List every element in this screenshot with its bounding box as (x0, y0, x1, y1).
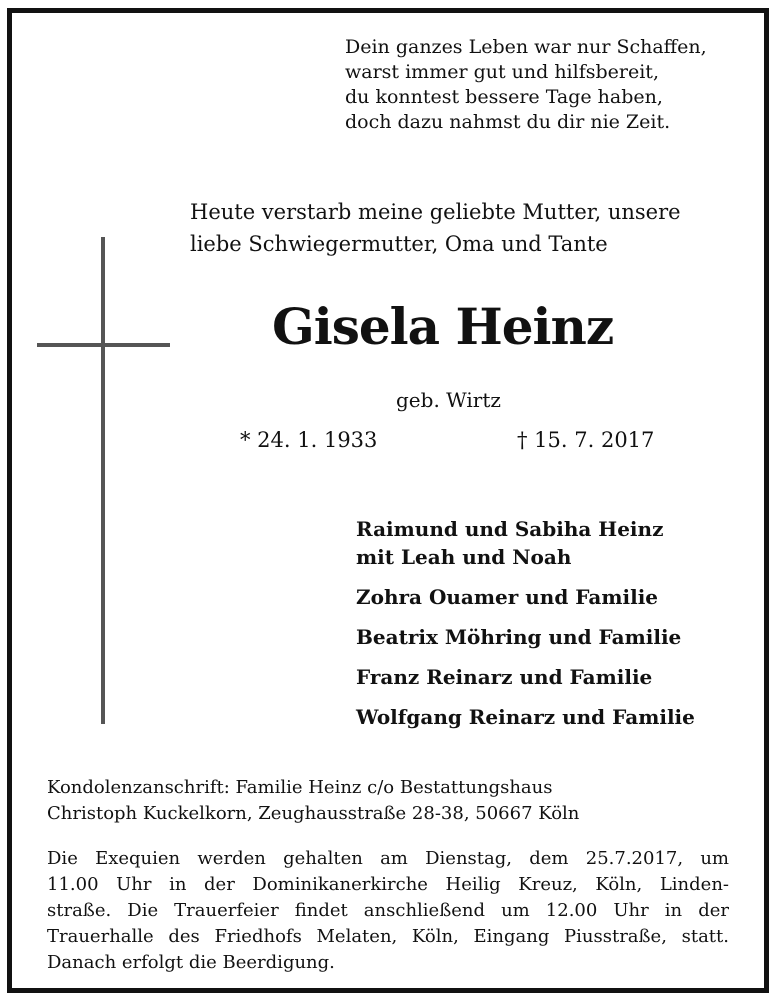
mourner-entry (356, 515, 695, 571)
mourner-entry (356, 663, 695, 691)
funeral-details (47, 846, 729, 976)
death-date: † 15. 7. 2017 (517, 428, 655, 452)
funeral-line: Danach erfolgt die Beerdigung. (47, 952, 335, 973)
intro-line: liebe Schwiegermutter, Oma und Tante (190, 232, 608, 256)
poem-line: warst immer gut und hilfsbereit, (345, 61, 659, 83)
maiden-name: geb. Wirtz (396, 388, 501, 412)
address-line: Christoph Kuckelkorn, Zeughausstraße 28-38, 50667 Köln (47, 803, 580, 824)
cross-icon-vertical (101, 237, 105, 724)
mourner-entry (356, 583, 695, 611)
intro-line: Heute verstarb meine geliebte Mutter, unsere (190, 200, 681, 224)
memorial-poem (345, 35, 707, 135)
mourner-line: Franz Reinarz und Familie (356, 665, 653, 689)
intro-text (190, 196, 681, 260)
funeral-line: Die Exequien werden gehalten am Dienstag, dem 25.7.2017, um (47, 848, 729, 869)
mourner-line: Wolfgang Reinarz und Familie (356, 705, 695, 729)
poem-line: Dein ganzes Leben war nur Schaffen, (345, 36, 707, 58)
cross-icon-horizontal (37, 343, 170, 347)
condolence-address (47, 775, 579, 827)
mourner-line: Beatrix Möhring und Familie (356, 625, 682, 649)
address-line: Kondolenzanschrift: Familie Heinz c/o Bestattungshaus (47, 777, 553, 798)
mourner-entry (356, 623, 695, 651)
poem-line: doch dazu nahmst du dir nie Zeit. (345, 111, 671, 133)
deceased-name: Gisela Heinz (272, 297, 614, 356)
funeral-line: straße. Die Trauerfeier findet anschließend um 12.00 Uhr in der (47, 900, 729, 921)
mourner-line: mit Leah und Noah (356, 545, 572, 569)
mourner-entry (356, 703, 695, 731)
birth-date: * 24. 1. 1933 (240, 428, 378, 452)
mourners-list (356, 515, 695, 743)
poem-line: du konntest bessere Tage haben, (345, 86, 663, 108)
mourner-line: Zohra Ouamer und Familie (356, 585, 659, 609)
funeral-line: Trauerhalle des Friedhofs Melaten, Köln, Eingang Piusstraße, statt. (47, 926, 729, 947)
funeral-line: 11.00 Uhr in der Dominikanerkirche Heilig Kreuz, Köln, Linden- (47, 874, 729, 895)
mourner-line: Raimund und Sabiha Heinz (356, 517, 664, 541)
